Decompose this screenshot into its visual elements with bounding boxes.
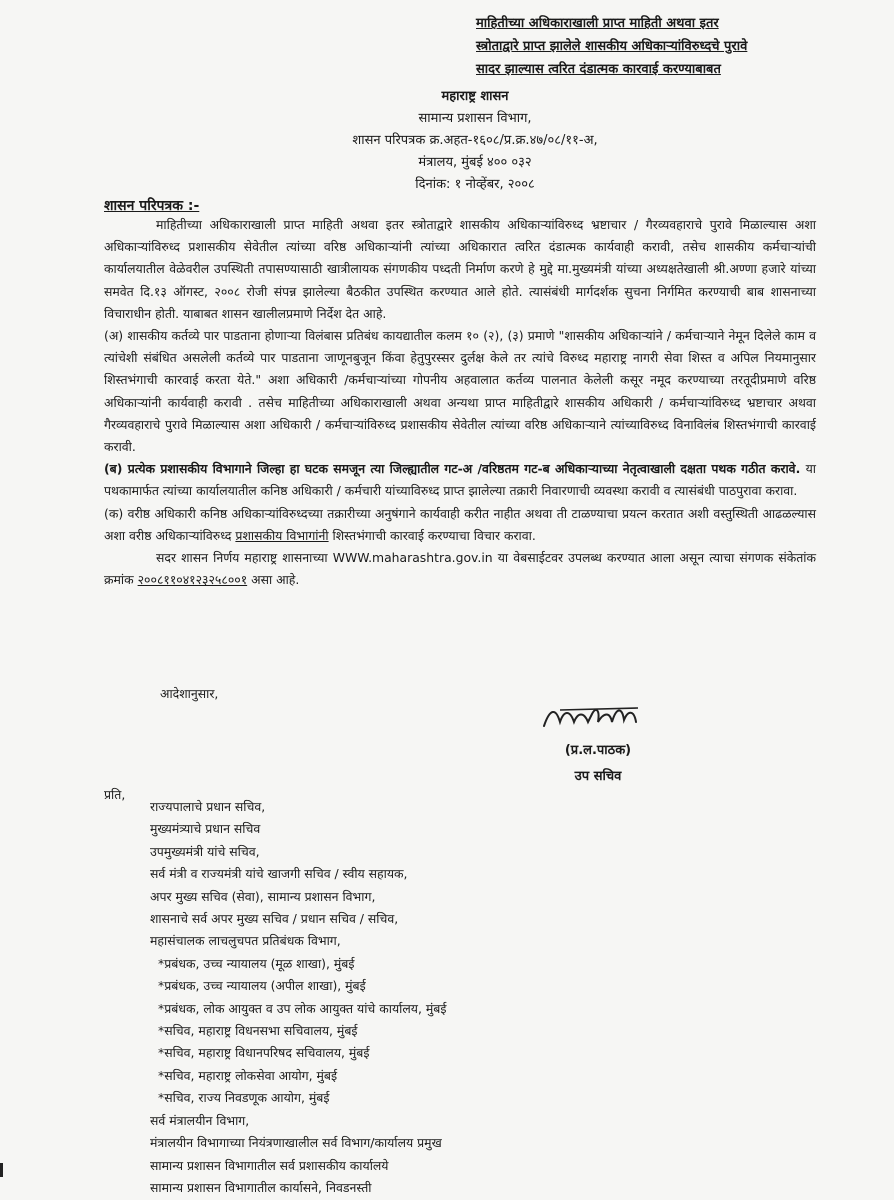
- recipient-item: अपर मुख्य सचिव (सेवा), सामान्य प्रशासन विभाग,: [150, 888, 376, 904]
- subject-block: [476, 12, 876, 81]
- signatory-designation: उप सचिव: [574, 769, 622, 784]
- recipient-item: *सचिव, महाराष्ट्र लोकसेवा आयोग, मुंबई: [158, 1067, 338, 1083]
- signature-icon: [538, 700, 658, 734]
- computer-code: २००८११०४१२३२५८००१: [137, 572, 248, 588]
- intro-paragraph: माहितीच्या अधिकाराखाली प्राप्त माहिती अथवा इतर स्त्रोताद्वारे शासकीय अधिकाऱ्यांविरुध्द भ्रष्टाचार / गैरव्यवहाराचे पुरावे मिळाल्यास अशा अधिकाऱ्यांविरुध्द प्रशासकीय सेवेतील त्यांच्या वरिष्ठ अधिकाऱ्यांनी त्यांच्या अधिकारात त्वरित दंडात्मक कार्यवाही करावी, तसेच शासकीय कर्मचाऱ्यांची कार्यालयातील वेळेवरील उपस्थिती तपासण्यासाठी खात्रीलायक संगणकीय पध्दती निर्माण करणे हे मुद्दे मा.मुख्यमंत्री यांच्या अध्यक्षतेखाली श्री.अण्णा हजारे यांच्या समवेत दि.१३ ऑगस्ट, २००८ रोजी संपन्न झालेल्या बैठकीत उपस्थित करण्यात आले होते. त्यासंबंधी मार्गदर्शक सुचना निर्गमित करण्याची बाब शासनाच्या विचाराधीन होती. याबाबत शासन खालीलप्रमाणे निर्देश देत आहे.: [104, 217, 816, 321]
- recipient-item: उपमुख्यमंत्री यांचे सचिव,: [150, 843, 260, 859]
- government-name: महाराष्ट्र शासन: [441, 89, 509, 104]
- recipient-item: *प्रबंधक, उच्च न्यायालय (अपील शाखा), मुंबई: [158, 978, 366, 994]
- subject-line-2: स्त्रोताद्वारे प्राप्त झालेले शासकीय अधिकाऱ्यांविरुध्दचे पुरावे: [476, 39, 748, 54]
- recipient-item: सर्व मंत्रालयीन विभाग,: [150, 1112, 250, 1128]
- recipient-item: सामान्य प्रशासन विभागातील सर्व प्रशासकीय कार्यालये: [150, 1157, 389, 1173]
- letterhead: [240, 86, 710, 196]
- subject-line-1: माहितीच्या अधिकाराखाली प्राप्त माहिती अथवा इतर: [476, 16, 719, 31]
- clause-b-bold: (ब) प्रत्येक प्रशासकीय विभागाने जिल्हा हा घटक समजून त्या जिल्ह्यातील गट-अ /वरिष्ठतम गट-ब अधिकाऱ्याच्या नेतृत्वाखाली दक्षता पथक गठीत करावे.: [104, 461, 801, 477]
- clause-c-underlined: प्रशासकीय विभागांनी: [235, 527, 329, 543]
- recipient-item: *सचिव, महाराष्ट्र विधानपरिषद सचिवालय, मुंबई: [158, 1045, 370, 1061]
- clause-b-rest: या पथकामार्फत त्यांच्या कार्यालयातील कनिष्ठ अधिकारी / कर्मचारी यांच्याविरुध्द प्राप्त झालेल्या तक्रारी निवारणाची व्यवस्था करावी व त्यासंबंधी पाठपुरावा करावा.: [104, 461, 816, 499]
- recipient-item: मंत्रालयीन विभागाच्या नियंत्रणाखालील सर्व विभाग/कार्यालय प्रमुख: [150, 1135, 442, 1151]
- recipient-item: महासंचालक लाचलुचपत प्रतिबंधक विभाग,: [150, 933, 341, 949]
- recipients-label: प्रति,: [104, 787, 126, 802]
- clause-c: [104, 503, 816, 547]
- date-label: दिनांक:: [415, 177, 451, 192]
- signatory-name: (प्र.ल.पाठक): [564, 743, 632, 758]
- website-paragraph: [104, 547, 816, 591]
- signature-block: [518, 700, 678, 784]
- recipient-item: *सचिव, महाराष्ट्र विधनसभा सचिवालय, मुंबई: [158, 1023, 358, 1039]
- recipient-item: सर्व मंत्री व राज्यमंत्री यांचे खाजगी सचिव / स्वीय सहायक,: [150, 866, 408, 882]
- recipient-item: शासनाचे सर्व अपर मुख्य सचिव / प्रधान सचिव / सचिव,: [150, 911, 399, 927]
- clause-b: [104, 458, 816, 502]
- scan-mark: [0, 1163, 3, 1177]
- recipient-item: राज्यपालाचे प्रधान सचिव,: [150, 799, 266, 814]
- closing-phrase: आदेशानुसार,: [160, 686, 219, 701]
- circular-number: शासन परिपत्रक क्र.अहत-१६०८/प्र.क्र.४७/०८/११-अ,: [352, 133, 598, 148]
- clause-c-text: (क) वरीष्ठ अधिकारी कनिष्ठ अधिकाऱ्यांविरुध्दच्या तक्रारीच्या अनुषंगाने कार्यवाही करीत नाहीत अथवा ती टाळण्याचा प्रयत्न करतात अशी वस्तुस्थिती आढळल्यास अशा वरीष्ठ अधिकाऱ्यांविरुध्द: [104, 505, 816, 543]
- website-text-end: असा आहे.: [251, 572, 300, 588]
- subject-line-3: सादर झाल्यास त्वरित दंडात्मक कारवाई करण्याबाबत: [476, 62, 721, 77]
- department-name: सामान्य प्रशासन विभाग,: [418, 111, 532, 126]
- recipient-item: *प्रबंधक, लोक आयुक्त व उप लोक आयुक्त यांचे कार्यालय, मुंबई: [158, 1000, 447, 1016]
- circular-body: [104, 214, 816, 591]
- website-text: सदर शासन निर्णय महाराष्ट्र शासनाच्या WWW.maharashtra.gov.in या वेबसाईटवर उपलब्ध करण्यात आला असून त्याचा संगणक संकेतांक क्रमांक: [104, 550, 816, 588]
- address: मंत्रालय, मुंबई ४०० ०३२: [418, 155, 532, 170]
- clause-a: (अ) शासकीय कर्तव्ये पार पाडताना होणाऱ्या विलंबास प्रतिबंध कायद्यातील कलम १० (२), (३) प्रमाणे "शासकीय अधिकाऱ्यांने / कर्मचाऱ्याने नेमून दिलेले काम व त्यांचेशी संबंधित असलेली कर्तव्ये पार पाडताना जाणूनबुजून किंवा हेतुपुरस्सर दुर्लक्ष केले तर त्यांचे विरुध्द महाराष्ट्र नागरी सेवा शिस्त व अपिल नियमानुसार शिस्तभंगाची कारवाई करता येते." अशा अधिकारी /कर्मचाऱ्यांच्या गोपनीय अहवालात कर्तव्य पालनात केलेली कसूर नमूद करण्याच्या तरतूदीप्रमाणे वरिष्ठ अधिकाऱ्यांनी कार्यवाही करावी . तसेच माहितीच्या अधिकाराखाली अथवा अन्यथा प्राप्त माहितीद्वारे शासकीय अधिकारी / कर्मचाऱ्यांविरुध्द भ्रष्टाचार अथवा गैरव्यवहाराचे पुरावे मिळाल्यास अशा अधिकारी / कर्मचाऱ्यांविरुध्द प्रशासकीय सेवेतील त्यांच्या वरिष्ठ अधिकाऱ्याने त्यांच्याविरुध्द विनाविलंब शिस्तभंगाची कारवाई करावी.: [104, 328, 816, 455]
- recipient-item: सामान्य प्रशासन विभागातील कार्यासने, निवडनस्ती: [150, 1179, 372, 1195]
- circular-heading: शासन परिपत्रक :-: [104, 198, 200, 214]
- recipient-item: मुख्यमंत्र्याचे प्रधान सचिव: [150, 821, 261, 837]
- date-value: १ नोव्हेंबर, २००८: [454, 177, 535, 192]
- recipient-item: *प्रबंधक, उच्च न्यायालय (मूळ शाखा), मुंबई: [158, 955, 355, 971]
- recipient-list: [150, 796, 710, 1199]
- clause-c-end: शिस्तभंगाची कारवाई करण्याचा विचार करावा.: [332, 527, 536, 543]
- recipient-item: *सचिव, राज्य निवडणूक आयोग, मुंबई: [158, 1090, 330, 1106]
- date-line: [240, 174, 710, 196]
